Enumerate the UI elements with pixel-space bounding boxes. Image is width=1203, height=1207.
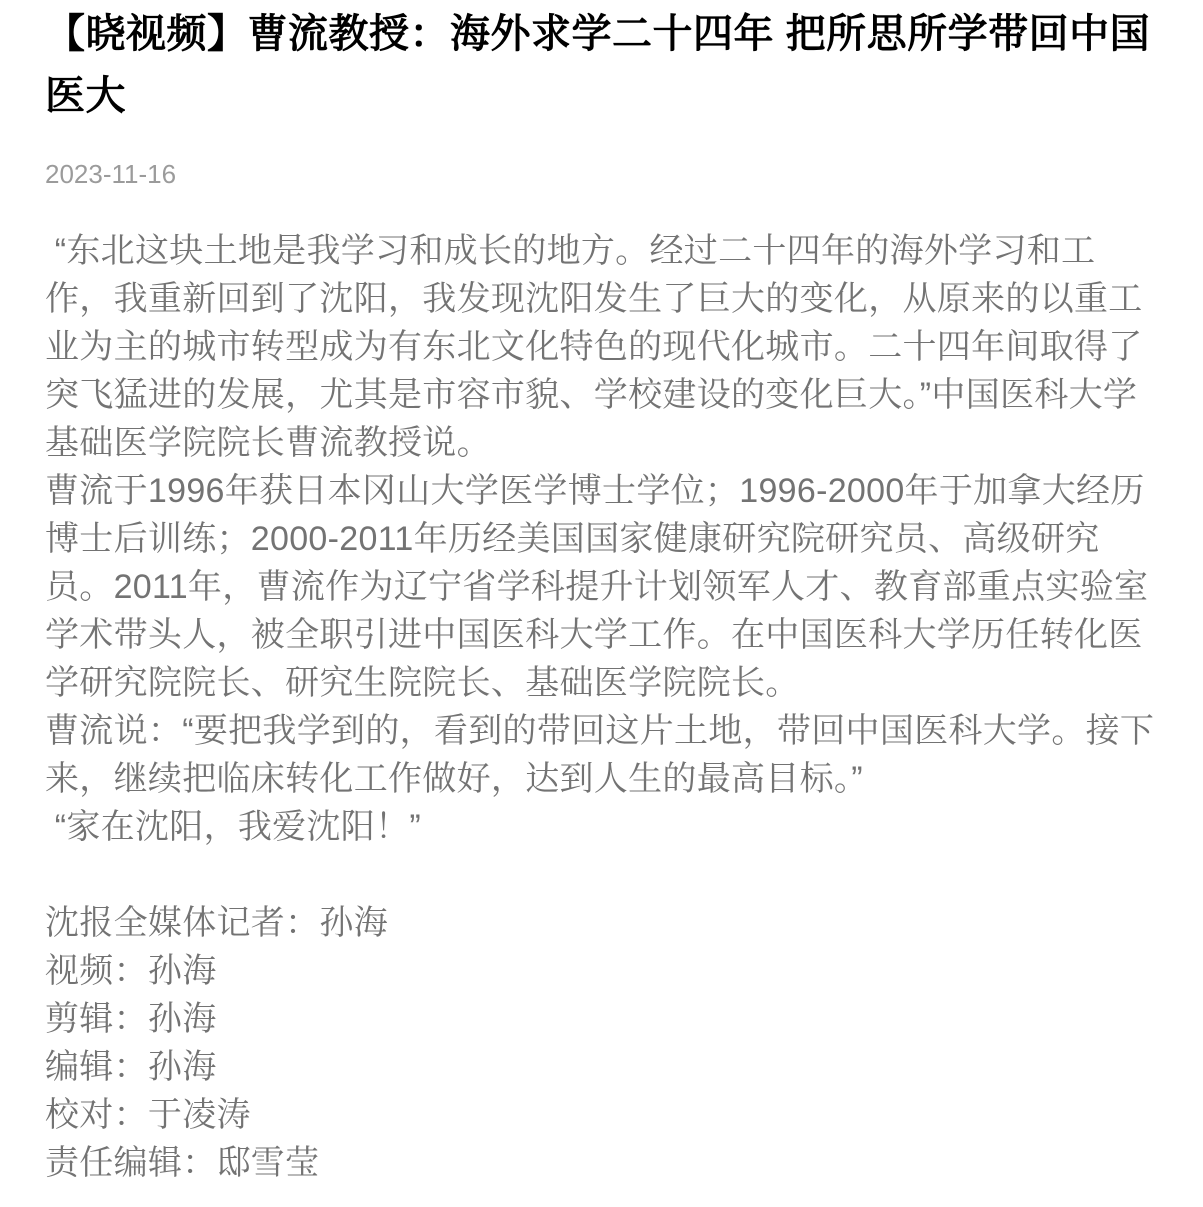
- credit-line: 责任编辑：邸雪莹: [45, 1144, 320, 1182]
- article-date: 2023-11-16: [45, 159, 177, 189]
- article-paragraph: 曹流于1996年获日本冈山大学医学博士学位；1996-2000年于加拿大经历博士后训练；2000-2011年历经美国国家健康研究院研究员、高级研究员。2011年，曹流作为辽宁省学科提升计划领军人才、教育部重点实验室学术带头人，被全职引进中国医科大学工作。在中国医科大学历任转化医学研究院院长、研究生院院长、基础医学院院长。: [45, 472, 1149, 702]
- article-credits: [45, 899, 1158, 1187]
- credit-line: 沈报全媒体记者：孙海: [45, 904, 388, 942]
- credit-line: 剪辑：孙海: [45, 1000, 217, 1038]
- article-paragraph: 曹流说：“要把我学到的，看到的带回这片土地，带回中国医科大学。接下来，继续把临床转化工作做好，达到人生的最高目标。”: [45, 712, 1155, 798]
- credit-line: 编辑：孙海: [45, 1048, 217, 1086]
- article-body: [45, 227, 1158, 851]
- credit-line: 视频：孙海: [45, 952, 217, 990]
- article-title: 【晓视频】曹流教授：海外求学二十四年 把所思所学带回中国医大: [45, 12, 1151, 118]
- article-paragraph: “家在沈阳，我爱沈阳！”: [45, 808, 421, 846]
- article-paragraph: “东北这块土地是我学习和成长的地方。经过二十四年的海外学习和工作，我重新回到了沈阳，我发现沈阳发生了巨大的变化，从原来的以重工业为主的城市转型成为有东北文化特色的现代化城市。二十四年间取得了突飞猛进的发展，尤其是市容市貌、学校建设的变化巨大。”中国医科大学基础医学院院长曹流教授说。: [45, 232, 1143, 462]
- credit-line: 校对：于凌涛: [45, 1096, 251, 1134]
